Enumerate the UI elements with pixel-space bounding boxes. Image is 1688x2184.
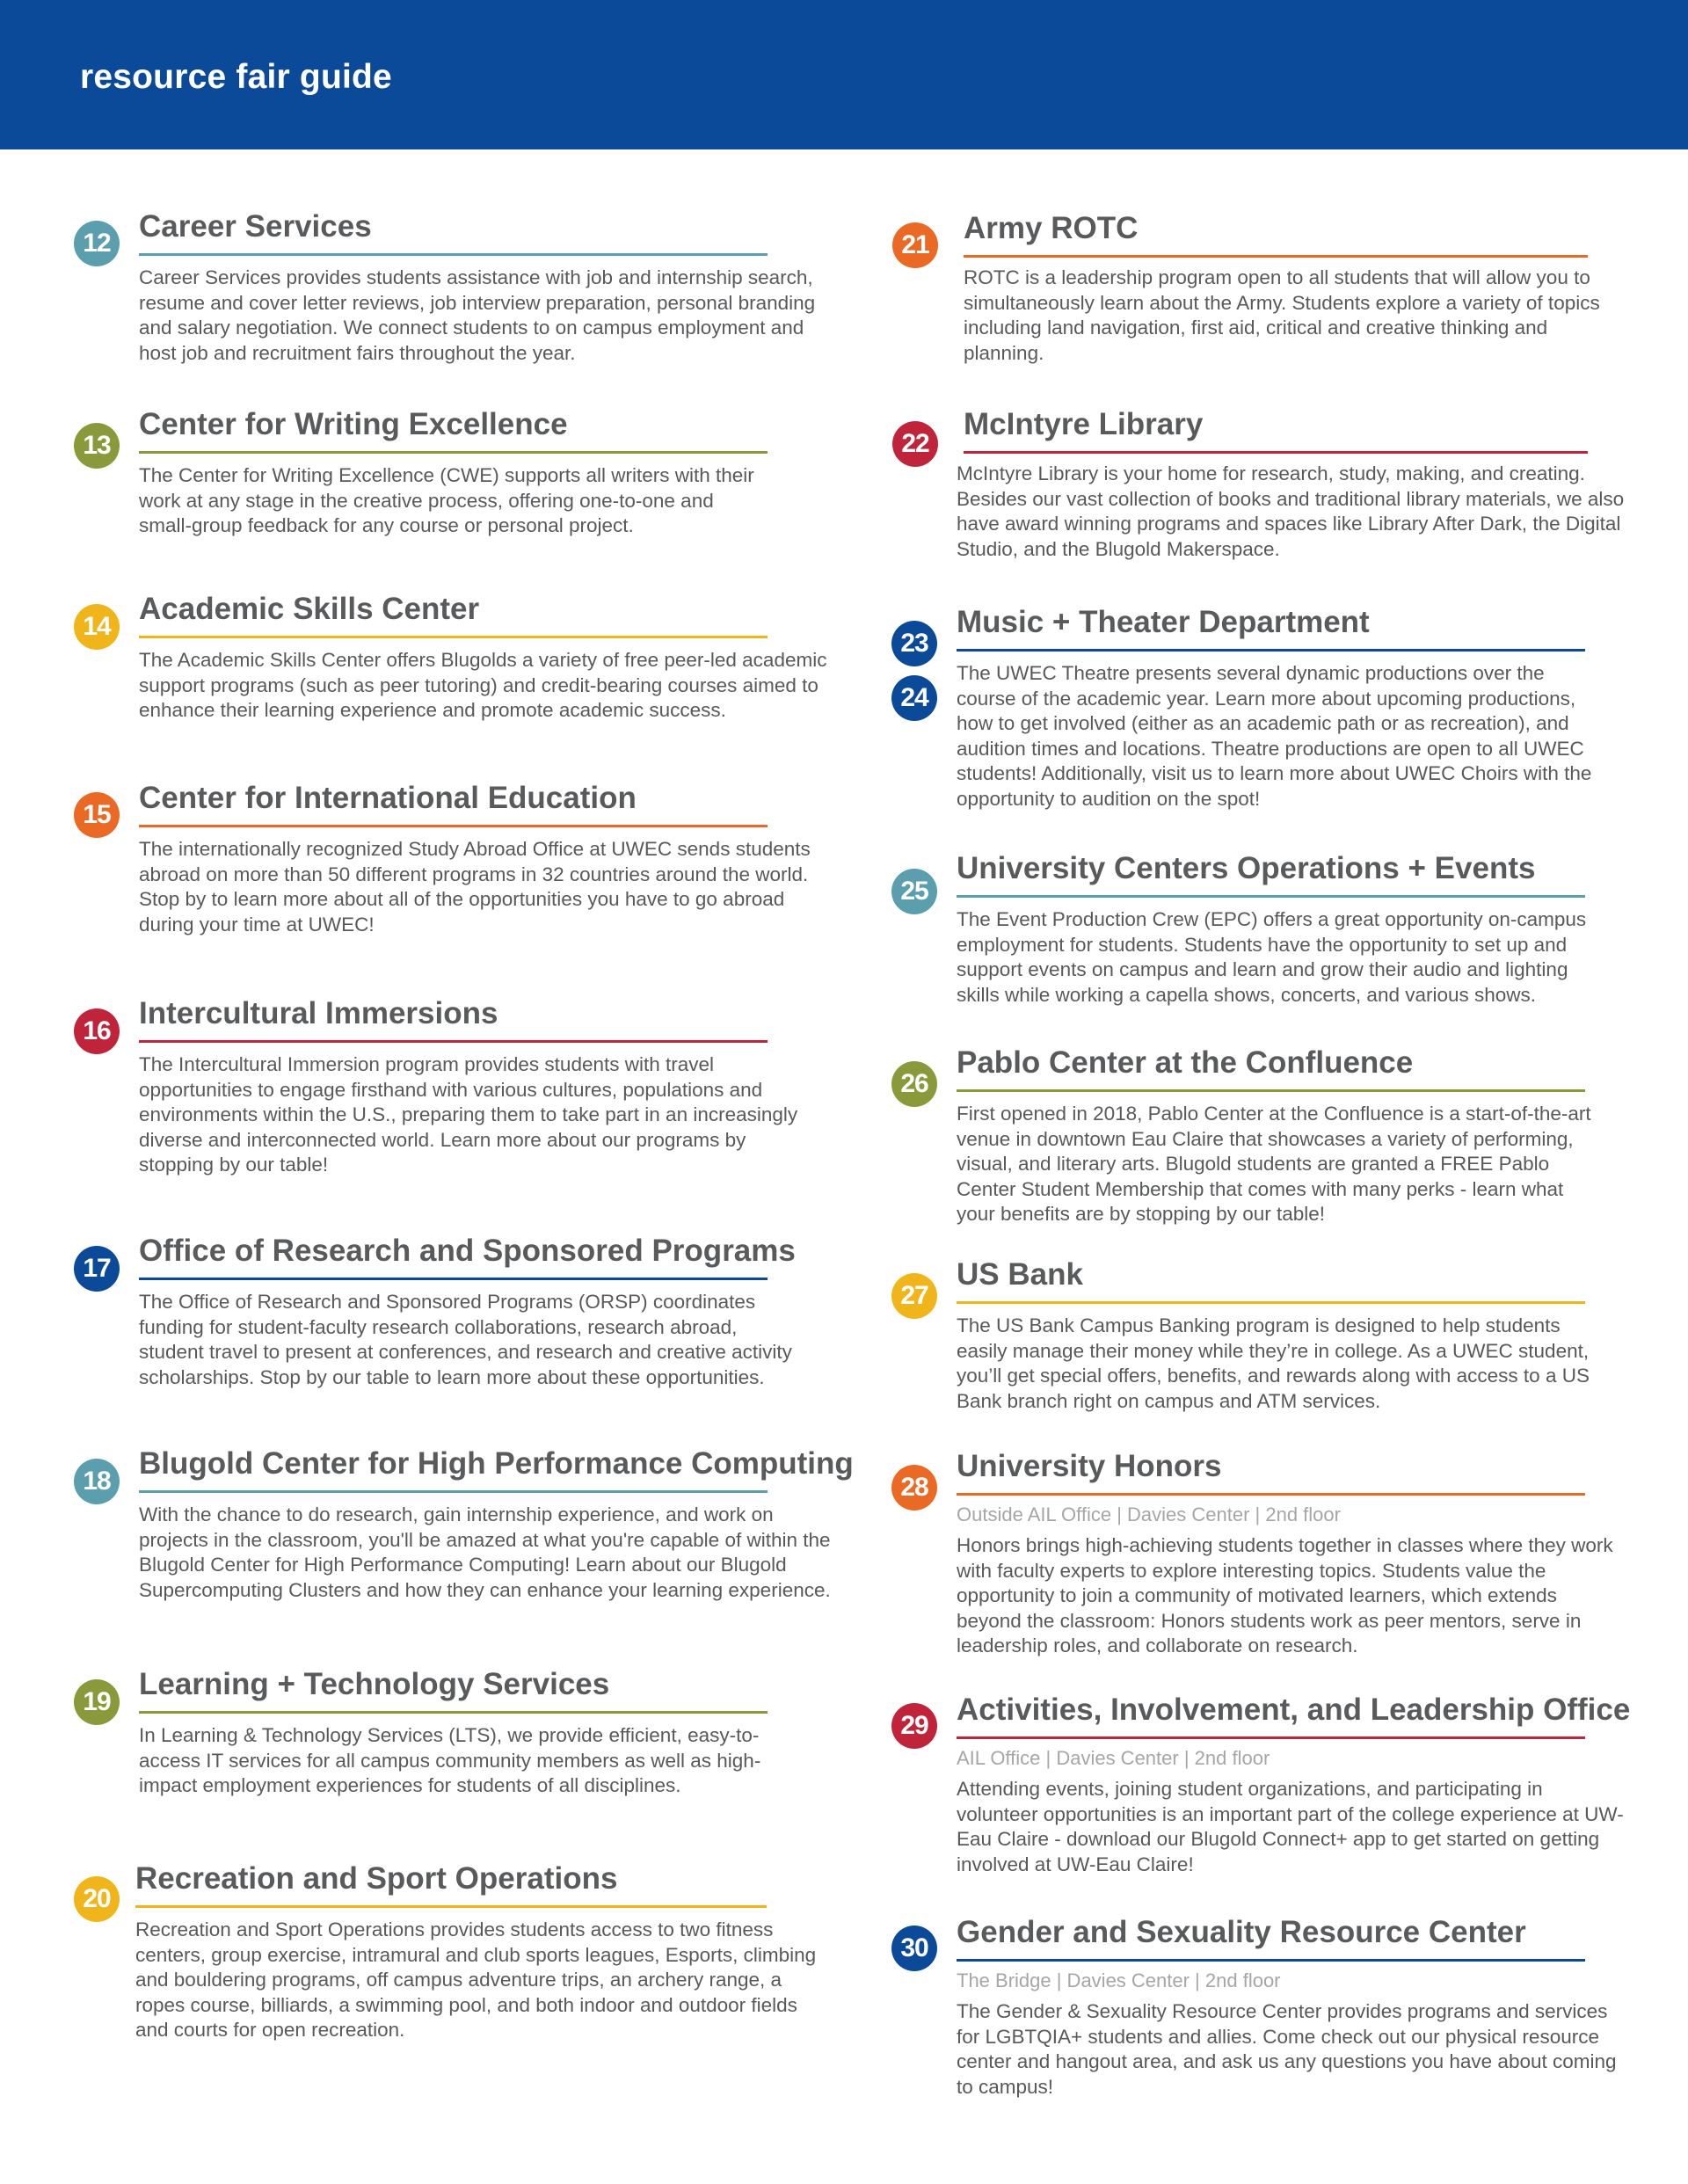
entry-description: The US Bank Campus Banking program is designed to help students easily manage their money while they’re in college. As a UWEC student, you’ll get special offers, benefits, and rewards along with access to a US Bank branch right on campus and ATM services. bbox=[957, 1314, 1590, 1412]
number-badge-secondary: 24 bbox=[891, 675, 937, 721]
title-underline bbox=[957, 1736, 1585, 1739]
title-underline bbox=[964, 451, 1588, 454]
entry-description: ROTC is a leadership program open to all students that will allow you to simultaneously learn about the Army. Students explore a variety of topics including land navigation, first aid, critical and creative thinking and planning. bbox=[964, 266, 1600, 364]
entry-title: Career Services bbox=[139, 209, 372, 244]
number-badge: 22 bbox=[892, 421, 938, 467]
number-badge: 20 bbox=[74, 1876, 120, 1922]
entry-title: Intercultural Immersions bbox=[139, 996, 498, 1030]
entry-title: US Bank bbox=[957, 1257, 1083, 1292]
entry-description: The Gender & Sexuality Resource Center provides programs and services for LGBTQIA+ students and allies. Come check out our physical resource center and hangout area, and ask us any questions you have about coming to campus! bbox=[957, 2000, 1617, 2098]
entry-location: AIL Office | Davies Center | 2nd floor bbox=[957, 1747, 1270, 1769]
title-underline bbox=[135, 1905, 767, 1908]
number-badge: 15 bbox=[74, 792, 120, 838]
title-underline bbox=[139, 1278, 768, 1280]
title-underline bbox=[964, 255, 1588, 258]
entry-description: In Learning & Technology Services (LTS), we provide efficient, easy-to-access IT services for all campus community members as well as high-impact employment experiences for students of all disciplines. bbox=[139, 1724, 761, 1796]
title-underline bbox=[139, 1711, 768, 1714]
entry-description: The Intercultural Immersion program provides students with travel opportunities to engage firsthand with various cultures, populations and environments within the U.S., preparing them to take part in an increasingly diverse and interconnected world. Learn more about our programs by stopping by our table! bbox=[139, 1053, 798, 1176]
entry-title: Activities, Involvement, and Leadership Office bbox=[957, 1693, 1631, 1727]
number-badge: 28 bbox=[891, 1465, 937, 1511]
number-badge: 30 bbox=[891, 1926, 937, 1971]
entry-description: The Office of Research and Sponsored Programs (ORSP) coordinates funding for student-faculty research collaborations, research abroad, student travel to present at conferences, and research and creative activity scholarships. Stop by our table to learn more about these opportunities. bbox=[139, 1291, 792, 1388]
entry-description: Attending events, joining student organizations, and participating in volunteer opportunities is an important part of the college experience at UW-Eau Claire - download our Blugold Connect+ app to get started on getting involved at UW-Eau Claire! bbox=[957, 1778, 1624, 1875]
number-badge: 25 bbox=[891, 869, 937, 914]
number-badge: 29 bbox=[891, 1703, 937, 1749]
entry-description: The UWEC Theatre presents several dynamic productions over the course of the academic year. Learn more about upcoming productions, how to get involved (either as an academic path or as recreation), and audition times and locations. Theatre productions are open to all UWEC students! Additionally, visit us to learn more about UWEC Choirs with the opportunity to audition on the spot! bbox=[957, 662, 1592, 810]
title-underline bbox=[139, 825, 768, 827]
number-badge: 12 bbox=[74, 221, 120, 266]
title-underline bbox=[957, 1301, 1585, 1304]
title-underline bbox=[957, 1089, 1585, 1092]
entry-description: The Academic Skills Center offers Blugolds a variety of free peer-led academic support programs (such as peer tutoring) and credit-bearing courses aimed to enhance their learning experience and promote academic success. bbox=[139, 649, 827, 721]
title-underline bbox=[957, 1959, 1585, 1962]
title-underline bbox=[957, 649, 1585, 652]
title-underline bbox=[139, 451, 768, 454]
entry-description: McIntyre Library is your home for research, study, making, and creating. Besides our vast collection of books and traditional library materials, we also have award winning programs and spaces like Library After Dark, the Digital Studio, and the Blugold Makerspace. bbox=[957, 462, 1625, 560]
number-badge: 17 bbox=[74, 1246, 120, 1292]
entry-description: The Center for Writing Excellence (CWE) supports all writers with their work at any stage in the creative process, offering one-to-one and small-group feedback for any course or personal project. bbox=[139, 464, 754, 536]
number-badge: 23 bbox=[891, 621, 937, 666]
entry-title: Recreation and Sport Operations bbox=[135, 1861, 618, 1896]
entry-location: Outside AIL Office | Davies Center | 2nd floor bbox=[957, 1503, 1341, 1525]
entry-title: Army ROTC bbox=[964, 211, 1139, 245]
title-underline bbox=[139, 1040, 768, 1043]
title-underline bbox=[139, 636, 768, 638]
number-badge: 26 bbox=[891, 1061, 937, 1107]
entry-description: Career Services provides students assistance with job and internship search, resume and cover letter reviews, job interview preparation, personal branding and salary negotiation. We connect students to on campus employment and host job and recruitment fairs throughout the year. bbox=[139, 266, 816, 364]
entry-title: Center for Writing Excellence bbox=[139, 407, 568, 441]
entry-title: Center for International Education bbox=[139, 781, 637, 815]
number-badge: 13 bbox=[74, 423, 120, 469]
title-underline bbox=[139, 1490, 768, 1493]
number-badge: 14 bbox=[74, 604, 120, 650]
entry-title: Blugold Center for High Performance Computing bbox=[139, 1446, 854, 1481]
entry-title: Learning + Technology Services bbox=[139, 1667, 610, 1701]
entry-location: The Bridge | Davies Center | 2nd floor bbox=[957, 1969, 1281, 1991]
entry-title: University Centers Operations + Events bbox=[957, 851, 1536, 885]
entry-description: Honors brings high-achieving students together in classes where they work with faculty experts to explore interesting topics. Students value the opportunity to join a community of motivated learners, which extends beyond the classroom: Honors students work as peer mentors, serve in leadership roles, and collaborate on research. bbox=[957, 1534, 1613, 1656]
entry-title: Pablo Center at the Confluence bbox=[957, 1045, 1414, 1080]
entry-description: With the chance to do research, gain internship experience, and work on projects in the classroom, you'll be amazed at what you're capable of within the Blugold Center for High Performance Computing! Learn about our Blugold Supercomputing Clusters and how they can enhance your learning experience. bbox=[139, 1503, 831, 1601]
entry-description: Recreation and Sport Operations provides students access to two fitness centers, group exercise, intramural and club sports leagues, Esports, climbing and bouldering programs, off campus adventure trips, an archery range, a ropes course, billiards, a swimming pool, and both indoor and outdoor fields and courts for open recreation. bbox=[135, 1918, 817, 2041]
number-badge: 27 bbox=[891, 1273, 937, 1319]
entry-title: Office of Research and Sponsored Programs bbox=[139, 1234, 796, 1268]
number-badge: 16 bbox=[74, 1008, 120, 1054]
title-underline bbox=[139, 253, 768, 256]
entry-description: The Event Production Crew (EPC) offers a great opportunity on-campus employment for students. Students have the opportunity to set up and support events on campus and learn and grow their audio and lighting skills while working a capella shows, concerts, and various shows. bbox=[957, 908, 1587, 1006]
header-bar bbox=[0, 0, 1688, 149]
entry-description: First opened in 2018, Pablo Center at the Confluence is a start-of-the-art venue in downtown Eau Claire that showcases a variety of performing, visual, and literary arts. Blugold students are granted a FREE Pablo Center Student Membership that comes with many perks - learn what your benefits are by stopping by our table! bbox=[957, 1103, 1591, 1225]
page-title: resource fair guide bbox=[80, 58, 392, 96]
number-badge: 19 bbox=[74, 1679, 120, 1725]
entry-description: The internationally recognized Study Abroad Office at UWEC sends students abroad on more than 50 different programs in 32 countries around the world. Stop by to learn more about all of the opportunities you have to go abroad during your time at UWEC! bbox=[139, 838, 811, 935]
entry-title: Music + Theater Department bbox=[957, 605, 1370, 639]
entry-title: University Honors bbox=[957, 1449, 1222, 1483]
title-underline bbox=[957, 895, 1585, 898]
number-badge: 18 bbox=[74, 1459, 120, 1504]
entry-title: McIntyre Library bbox=[964, 407, 1204, 441]
entry-title: Gender and Sexuality Resource Center bbox=[957, 1915, 1526, 1949]
number-badge: 21 bbox=[892, 222, 938, 268]
title-underline bbox=[957, 1493, 1585, 1496]
entry-title: Academic Skills Center bbox=[139, 592, 480, 626]
